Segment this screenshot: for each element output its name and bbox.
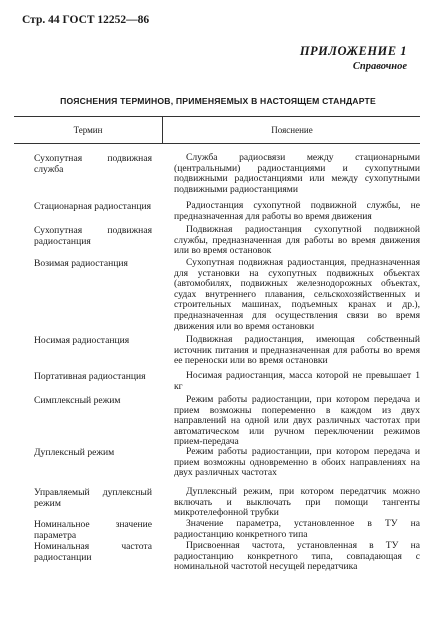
definition-cell: Служба радиосвязи между стационарными (центральными) радиостанциями и сухопутными подвижными радиостанциями или между сухопутными подвижными радиостанциями [174, 152, 420, 195]
definition-cell: Присвоенная частота, установленная в ТУ на радиостанцию конкретного типа, совпадающая с номинальной частотой несущей передатчика [174, 540, 420, 573]
appendix-block [300, 44, 407, 72]
table-title: ПОЯСНЕНИЯ ТЕРМИНОВ, ПРИМЕНЯЕМЫХ В НАСТОЯЩЕМ СТАНДАРТЕ [60, 96, 376, 106]
term-cell: Стационарная радиостанция [34, 201, 152, 212]
definition-cell: Режим работы радиостанции, при котором передача и прием возможны одновременно в обоих направлениях на двух различных частотах [174, 446, 420, 479]
definition-cell: Подвижная радиостанция, имеющая собственный источник питания и предназначенная для работы во время ее переноски или во время остановки [174, 334, 420, 367]
definition-cell: Сухопутная подвижная радиостанция, предназначенная для установки на сухопутных подвижных объектах (автомобилях, подвижных железнодорожных объектах, судах внутреннего плавания, сельскохозяйственных и строительных машинах, подъемных кранах и др.), предназначенная для осуществления связи во время движения или во время остановки [174, 257, 420, 332]
definition-cell: Подвижная радиостанция сухопутной подвижной службы, предназначенная для работы во время движения или во время остановок [174, 224, 420, 257]
term-cell: Носимая радиостанция [34, 335, 130, 346]
definition-cell: Дуплексный режим, при котором передатчик можно включать и выключать при помощи тангенты микротелефонной трубки [174, 486, 420, 519]
term-cell: Управляемый дуплексный режим [34, 487, 152, 509]
table-header [14, 117, 420, 144]
page-header: Стр. 44 ГОСТ 12252—86 [22, 14, 150, 26]
appendix-title: ПРИЛОЖЕНИЕ 1 [299, 44, 407, 58]
definition-cell: Значение параметра, установленное в ТУ на радиостанцию конкретного типа [174, 518, 420, 540]
terms-table [14, 116, 420, 612]
definition-cell: Режим работы радиостанции, при котором передача и прием возможны попеременно в каждом из двух направлений на одной или двух различных частотах при автоматическом или ручном переключении режимов прием-передача [174, 394, 420, 448]
column-header-term: Термин [73, 125, 103, 135]
definition-cell: Носимая радиостанция, масса которой не превышает 1 кг [174, 370, 420, 392]
term-cell: Дуплексный режим [34, 447, 115, 458]
appendix-subtitle: Справочное [352, 61, 407, 72]
term-cell: Возимая радиостанция [34, 258, 128, 269]
term-cell: Номинальная частота радиостанции [34, 541, 152, 563]
column-divider [162, 117, 163, 143]
term-cell: Симплексный режим [34, 395, 121, 406]
term-cell: Сухопутная подвижная служба [34, 153, 152, 175]
term-cell: Сухопутная подвижная радиостанция [34, 225, 152, 247]
term-cell: Номинальное значение параметра [34, 519, 152, 541]
definition-cell: Радиостанция сухопутной подвижной службы, не предназначенная для работы во время движения [174, 200, 420, 222]
column-header-definition: Пояснение [271, 125, 313, 135]
term-cell: Портативная радиостанция [34, 371, 146, 382]
